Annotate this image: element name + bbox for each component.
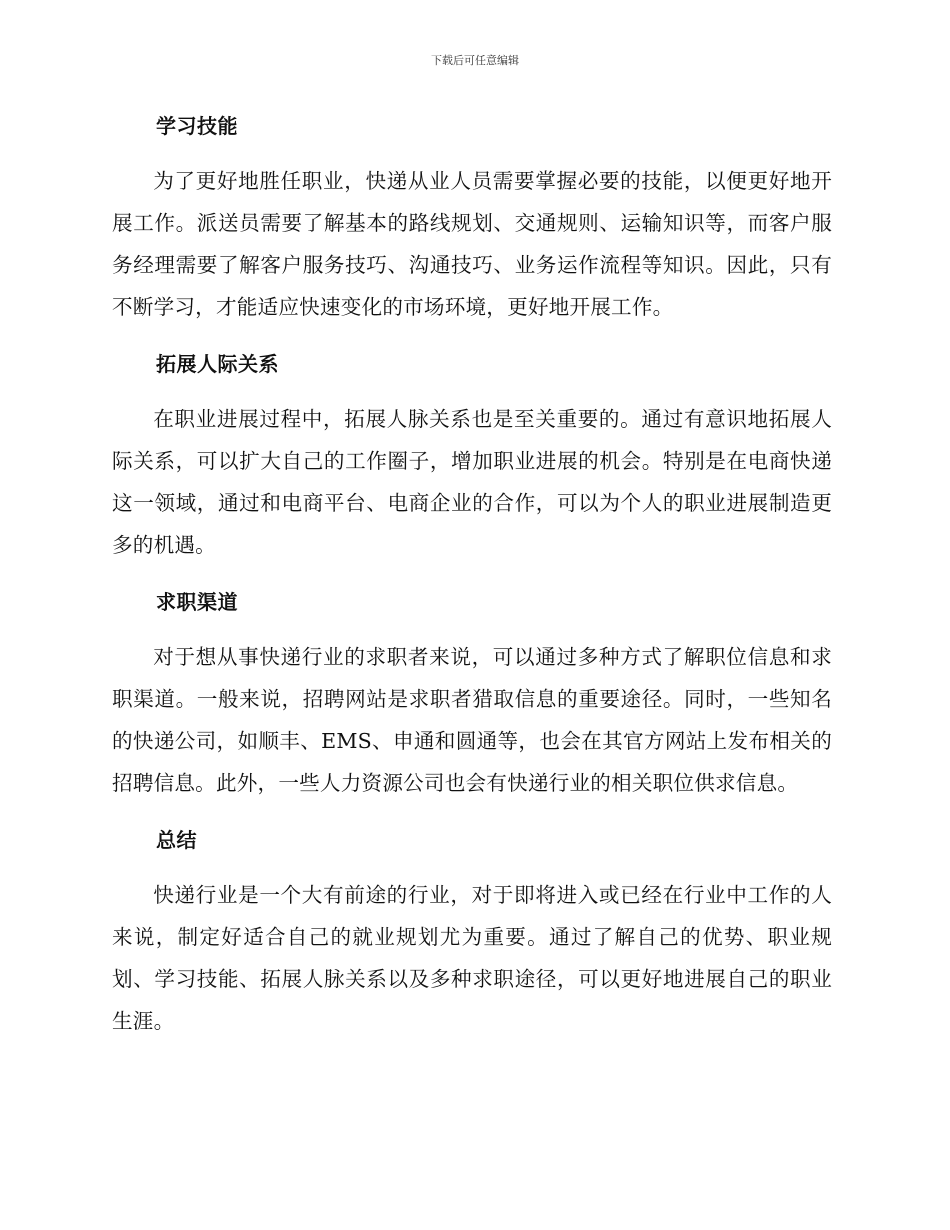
- document-body: [112, 110, 832, 1062]
- section-heading: 求职渠道: [156, 590, 238, 614]
- section-paragraph: 对于想从事快递行业的求职者来说，可以通过多种方式了解职位信息和求职渠道。一般来说，招聘网站是求职者猎取信息的重要途径。同时，一些知名的快递公司，如顺丰、EMS、申通和圆通等，也会在其官方网站上发布相关的招聘信息。此外，一些人力资源公司也会有快递行业的相关职位供求信息。: [112, 645, 832, 795]
- section-heading: 拓展人际关系: [156, 352, 279, 376]
- section-paragraph: 在职业进展过程中，拓展人脉关系也是至关重要的。通过有意识地拓展人际关系，可以扩大自己的工作圈子，增加职业进展的机会。特别是在电商快递这一领域，通过和电商平台、电商企业的合作，可以为个人的职业进展制造更多的机遇。: [112, 407, 832, 557]
- section-job-channels: [112, 586, 832, 804]
- section-summary: [112, 824, 832, 1042]
- page-header: 下载后可任意编辑: [431, 54, 519, 67]
- section-networking: [112, 348, 832, 566]
- section-heading: 学习技能: [156, 114, 238, 138]
- section-paragraph: 为了更好地胜任职业，快递从业人员需要掌握必要的技能，以便更好地开展工作。派送员需要了解基本的路线规划、交通规则、运输知识等，而客户服务经理需要了解客户服务技巧、沟通技巧、业务运作流程等知识。因此，只有不断学习，才能适应快速变化的市场环境，更好地开展工作。: [112, 169, 832, 319]
- section-paragraph: 快递行业是一个大有前途的行业，对于即将进入或已经在行业中工作的人来说，制定好适合自己的就业规划尤为重要。通过了解自己的优势、职业规划、学习技能、拓展人脉关系以及多种求职途径，可以更好地进展自己的职业生涯。: [112, 883, 832, 1033]
- section-learning-skills: [112, 110, 832, 328]
- section-heading: 总结: [156, 828, 197, 852]
